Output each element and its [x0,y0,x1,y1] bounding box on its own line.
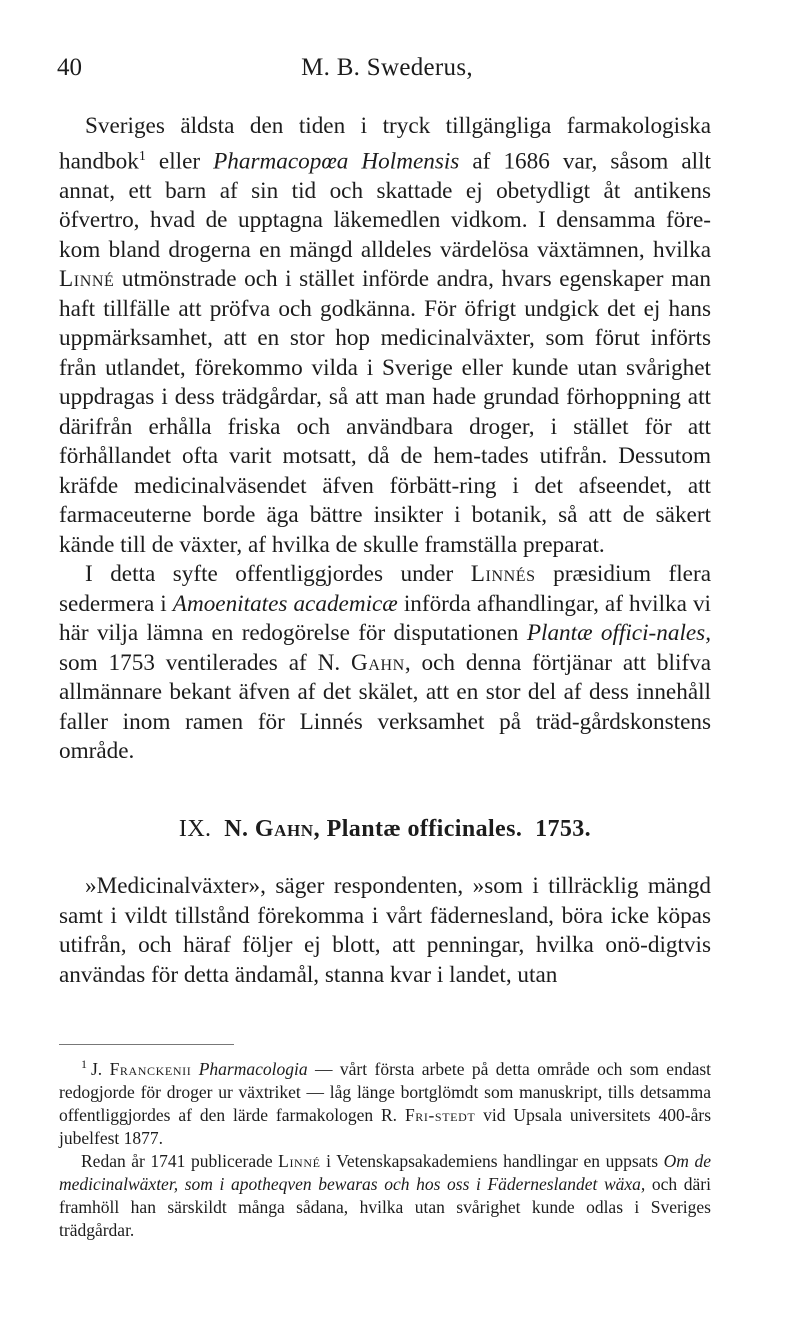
footnote-ref: 1 [138,148,146,164]
text-run: Sveriges äldsta den tiden i tryck tillgängliga farmakologiska handbok [59,113,711,175]
text-run: , och denna förtjänar att blifva allmännare bekant äfven af det skälet, att en stor del af dess innehåll faller inom ramen för Linnés verksamhet på träd-gårdskonstens område. [59,649,711,765]
text-run: Redan år 1741 publicerade [81,1150,279,1171]
title-plantae-officinales: Plantæ offici-nales, [526,620,711,647]
text-run: J. [91,1058,110,1079]
section-numeral: IX. [178,816,212,842]
paragraph-2 [59,560,711,767]
text-run: af 1686 var, såsom allt annat, ett barn af sin tid och skattade ej obetydligt åt antikens öfvertro, hvad de upptagna läkemedlen vidkom. I densamma före-kom bland drogerna en mängd alldeles värdelösa växtämnen, hvilka [59,148,711,263]
title-medicinalwaxter: Om de medicinalwäxter, som i apotheqven bewaras och hos oss i Fäderneslandet wäxa, [59,1150,711,1194]
text-run: i Vetenskapsakademiens handlingar en uppsats [320,1150,664,1171]
page-number: 40 [57,54,82,81]
section-paragraph: »Medicinalväxter», säger respondenten, »som i tillräcklig mängd samt i vildt tillstånd förekomma i vårt fädernesland, böra icke köpas utifrån, och häraf följer ej blott, att penningar, hvilka onö-digtvis användas för detta ändamål, stanna kvar i landet, utan [59,873,711,988]
section-title: Plantæ officinales. [326,816,523,842]
text-run: eller [145,148,214,175]
text-run: införda afhandlingar, af hvilka vi här vilja lämna en redogörelse för disputationen [59,590,711,647]
section-year: 1753. [535,816,592,842]
section-text [59,872,711,990]
section-heading [59,816,711,843]
running-head: M. B. Swederus, [301,54,473,81]
text-run: — vårt första arbete på detta område och som endast redogjorde för droger ur växtriket — låg länge bortglömdt som manuskript, tills detsamma offentliggjordes af den lärde farmakologen R. [59,1058,712,1125]
footnotes [59,1053,711,1242]
name-linne-footnote: Linné [278,1150,321,1171]
name-fristedt: Fri-stedt [404,1104,476,1125]
text-run: vid Upsala universitets 400-års jubelfest 1877. [59,1104,712,1148]
page-header [57,54,717,94]
footnote-1 [59,1053,711,1150]
text-run: præsidium flera sedermera i [59,561,711,617]
text-run: och däri framhöll han särskildt många sådana, hvilka utan svårighet kunde odlas i Sveriges trädgårdar. [59,1173,711,1240]
section-author: Gahn, [254,816,321,842]
section-author-initial: N. [224,816,249,842]
footnote-divider [59,1044,234,1045]
text-run: som 1753 ventilerades af N. [59,649,352,676]
title-pharmacopoea: Pharmacopœa Holmensis [213,148,460,175]
title-pharmacologia: Pharmacologia [198,1058,308,1079]
name-franckenii: Franckenii [109,1058,192,1079]
footnote-mark: 1 [81,1057,87,1071]
text-run: utmönstrade och i stället införde andra, hvars egenskaper man haft tillfälle att pröfva och godkänna. För öfrigt undgick det ej hans uppmärksamhet, att en stor hop medicinalväxter, som förut införts från utlandet, förekommo vilda i Sverige eller kunde utan svårighet uppdragas i dess trädgårdar, så att man hade grundad förhoppning att därifrån erhålla friska och användbara droger, i stället för att förhållandet ofta varit motsatt, då de hem-tades utifrån. Dessutom kräfde medicinalväsendet äfven förbätt-ring i det afseendet, att farmaceuterne borde äga bättre insikter i botanik, så att de säkert kände till de växter, af hvilka de skulle framställa preparat. [59,266,711,558]
name-gahn: Gahn [351,649,405,676]
name-linne: Linné [59,266,115,293]
footnote-2 [59,1150,711,1242]
main-text [59,112,711,767]
name-linnes: Linnés [470,561,536,588]
paragraph-1 [59,112,711,560]
text-run: I detta syfte offentliggjordes under [85,561,471,588]
text-run [191,1059,198,1079]
title-amoenitates: Amoenitates academicæ [172,590,398,617]
